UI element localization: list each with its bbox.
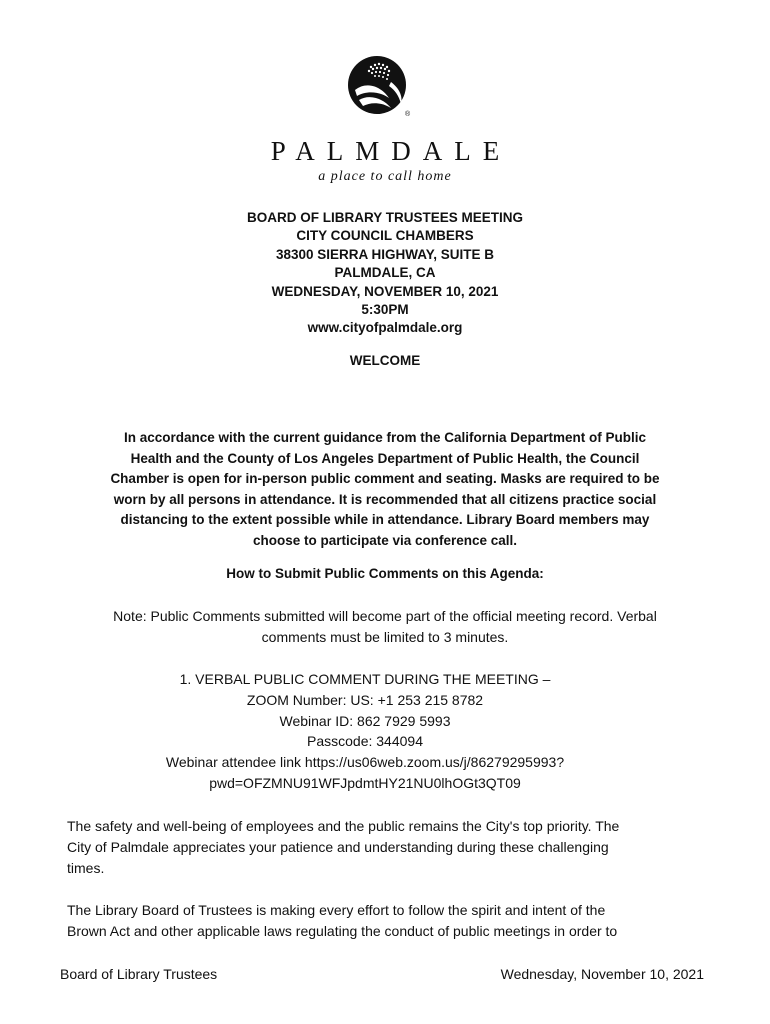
zoom-line: Webinar ID: 862 7929 5993 — [279, 712, 451, 729]
tagline: a place to call home — [318, 169, 452, 184]
guidance-line: distancing to the extent possible while in attendance. Library Board members may — [120, 512, 650, 528]
safety-line: times. — [67, 860, 105, 876]
safety-line: City of Palmdale appreciates your patience and understanding during these challenging — [67, 839, 609, 855]
palmdale-logo-icon — [345, 52, 411, 118]
zoom-link[interactable]: Webinar attendee link https://us06web.zoom.us/j/86279295993? — [165, 754, 565, 771]
brown-act-line: The Library Board of Trustees is making every effort to follow the spirit and intent of the — [67, 902, 606, 918]
guidance-line: Chamber is open for in-person public comment and seating. Masks are required to be — [110, 471, 660, 487]
zoom-line: 1. VERBAL PUBLIC COMMENT DURING THE MEETING – — [179, 671, 551, 687]
brown-act-line: Brown Act and other applicable laws regulating the conduct of public meetings in order to — [67, 923, 618, 939]
guidance-line: choose to participate via conference call. — [252, 532, 518, 548]
guidance-paragraph — [55, 428, 715, 552]
brown-act-paragraph — [67, 900, 677, 942]
zoom-link[interactable]: pwd=OFZMNU91WFJpdmtHY21NU0lhOGt3QT09 — [209, 774, 521, 791]
header-line: CITY COUNCIL CHAMBERS — [296, 228, 474, 244]
note-paragraph — [55, 606, 715, 648]
guidance-line: Health and the County of Los Angeles Department of Public Health, the Council — [130, 450, 640, 466]
zoom-line: Passcode: 344094 — [307, 733, 423, 750]
header-line: 38300 SIERRA HIGHWAY, SUITE B — [275, 246, 495, 262]
guidance-line: In accordance with the current guidance from the California Department of Public — [123, 430, 647, 445]
guidance-line: worn by all persons in attendance. It is recommended that all citizens practice social — [113, 491, 657, 507]
header-line: 5:30PM — [361, 302, 409, 318]
note-line: comments must be limited to 3 minutes. — [261, 629, 509, 645]
note-line: Note: Public Comments submitted will become part of the official meeting record. Verbal — [113, 608, 657, 624]
zoom-line: ZOOM Number: US: +1 253 215 8782 — [246, 691, 484, 708]
header-line: BOARD OF LIBRARY TRUSTEES MEETING — [246, 210, 523, 225]
safety-line: The safety and well-being of employees and the public remains the City's top priority. The — [67, 818, 620, 834]
meeting-header — [0, 209, 770, 338]
safety-paragraph — [67, 816, 677, 879]
welcome-heading: WELCOME — [349, 353, 421, 368]
website-link[interactable]: www.cityofpalmdale.org — [307, 320, 463, 336]
zoom-info — [0, 669, 730, 794]
how-to-heading: How to Submit Public Comments on this Agenda: — [226, 566, 544, 581]
header-line: WEDNESDAY, NOVEMBER 10, 2021 — [271, 283, 499, 299]
svg-text:®: ® — [405, 111, 411, 118]
footer-left: Board of Library Trustees — [60, 966, 218, 982]
city-name: PALMDALE — [270, 136, 512, 166]
footer-right: Wednesday, November 10, 2021 — [500, 966, 704, 982]
header-line: PALMDALE, CA — [334, 265, 436, 281]
